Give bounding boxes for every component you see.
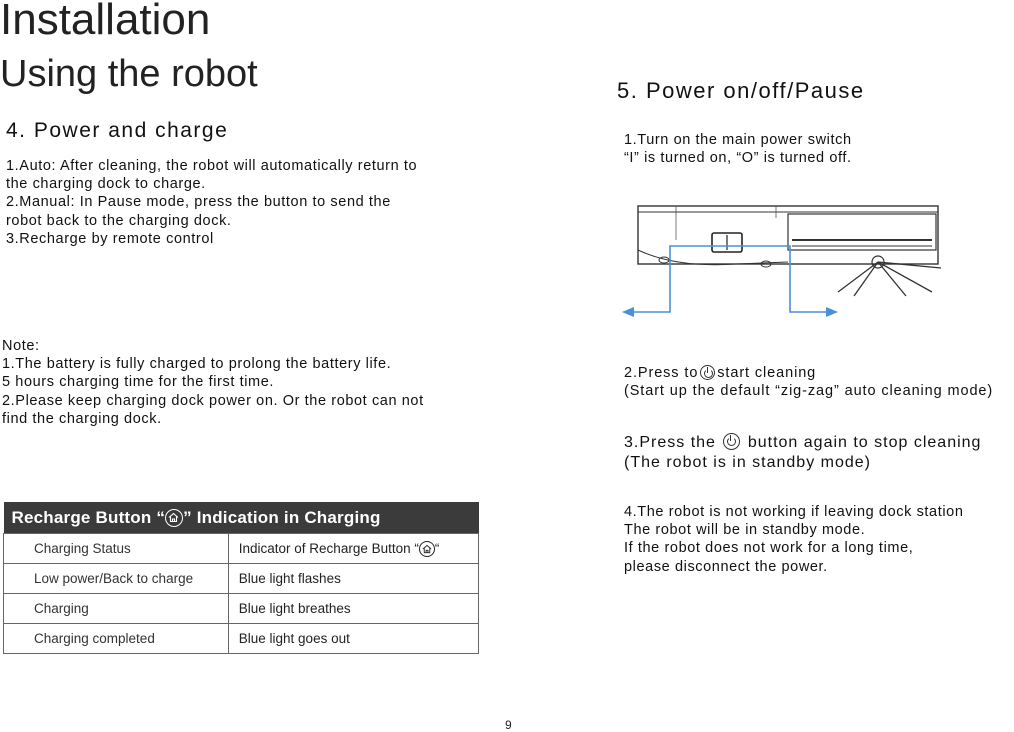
text-line: 3.Recharge by remote control [6,230,214,247]
text-line: 1.Turn on the main power switch [624,132,852,148]
text-line: 2.Press to start cleaning [624,365,817,381]
text-line: “I” is turned on, “O” is turned off. [624,150,852,167]
text-line: find the charging dock. [2,410,162,427]
text-line: 1.The battery is fully charged to prolong the battery life. [2,356,392,373]
table-cell-status: Charging [4,594,229,624]
table-header-indicator: Indicator of Recharge Button “ “ [228,534,478,564]
power-icon [700,365,715,380]
text-line: 1.Auto: After cleaning, the robot will automatically return to [6,158,418,174]
text-line: (Start up the default “zig-zag” auto cleaning mode) [624,383,994,400]
step-3-text [624,433,981,473]
recharge-indication-table [3,502,479,654]
arrow-left-icon [622,307,634,317]
table-cell-status: Charging completed [4,624,229,654]
power-icon [723,433,740,450]
table-title: Recharge Button “ ” Indication in Charging [4,502,479,534]
text-line: please disconnect the power. [624,558,828,575]
arrow-right-icon [826,307,838,317]
text-line: robot back to the charging dock. [6,212,232,229]
table-cell-status: Low power/Back to charge [4,564,229,594]
table-cell-indicator: Blue light flashes [228,564,478,594]
text-line: the charging dock to charge. [6,176,206,193]
section-4-text [6,157,417,248]
text-line: (The robot is in standby mode) [624,454,871,471]
page-number: 9 [505,718,512,732]
home-icon [419,541,435,557]
table-header-row [4,534,479,564]
text-line: 3.Press the button again to stop cleaning [624,434,982,451]
step-1-text [624,131,852,167]
table-title-row [4,502,479,534]
table-header-status: Charging Status [4,534,229,564]
table-row [4,624,479,654]
section-5-heading: 5. Power on/off/Pause [617,78,865,103]
text-line: The robot will be in standby mode. [624,522,866,539]
text-line: 4.The robot is not working if leaving dock station [624,504,964,520]
section-4-heading: 4. Power and charge [6,119,229,142]
home-icon [165,509,183,527]
text-line: 2.Please keep charging dock power on. Or the robot can not [2,392,424,409]
page-subtitle: Using the robot [0,53,258,95]
table-row [4,564,479,594]
note-block [2,337,424,428]
step-4-text [624,503,964,576]
page-title: Installation [0,0,211,44]
text-line: 2.Manual: In Pause mode, press the button to send the [6,194,391,211]
table-cell-indicator: Blue light breathes [228,594,478,624]
table-cell-indicator: Blue light goes out [228,624,478,654]
step-2-text [624,364,993,400]
note-label: Note: [2,338,40,354]
robot-side-illustration [616,200,946,325]
table-row [4,594,479,624]
text-line: If the robot does not work for a long time, [624,540,914,557]
text-line: 5 hours charging time for the first time. [2,374,275,391]
